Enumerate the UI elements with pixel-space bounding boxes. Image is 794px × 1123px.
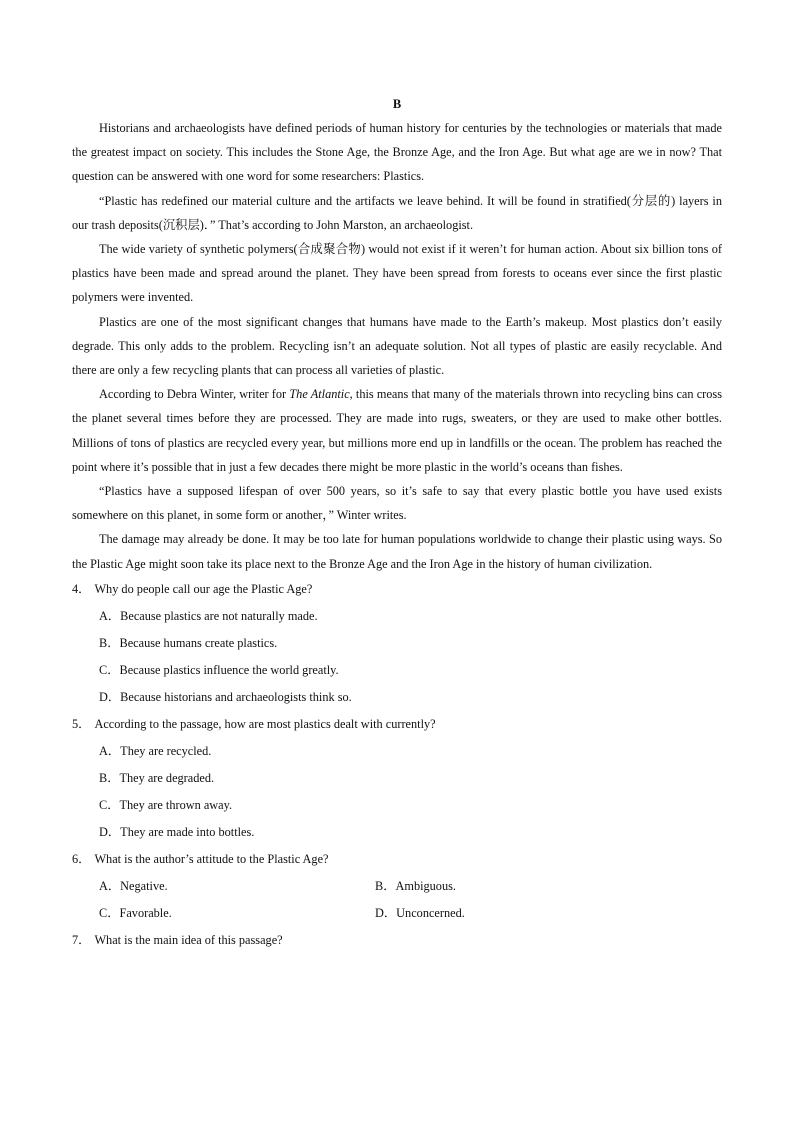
option-c[interactable]: C．Favorable.: [99, 905, 172, 920]
option-d[interactable]: D．Because historians and archaeologists think so.: [99, 689, 352, 704]
option-b[interactable]: B．Ambiguous.: [375, 878, 456, 893]
paragraph-5: [72, 382, 722, 479]
question-number: 6．: [72, 851, 91, 866]
document-page: [72, 92, 722, 954]
question-text: What is the author’s attitude to the Plastic Age?: [94, 851, 329, 866]
question-4-stem: [72, 576, 722, 603]
question-6-stem: [72, 846, 722, 873]
option-d[interactable]: D．They are made into bottles.: [99, 824, 255, 839]
question-6: [72, 846, 722, 927]
question-7-stem: [72, 927, 722, 954]
option-b[interactable]: B．Because humans create plastics.: [99, 635, 278, 650]
question-4: [72, 576, 722, 711]
section-heading: B: [392, 97, 402, 111]
question-4-options: [72, 603, 722, 711]
option-a[interactable]: A．They are recycled.: [99, 743, 212, 758]
paragraph-1: Historians and archaeologists have defined periods of human history for centuries by the technologies or materials that made the greatest impact on society. This includes the Stone Age, the Bronze Age, and the Iron Age. But what age are we in now? That question can be answered with one word for some researchers: Plastics.: [72, 121, 722, 184]
question-5-options: [72, 738, 722, 846]
question-7: [72, 927, 722, 954]
option-row: [72, 873, 722, 900]
option-d[interactable]: D．Unconcerned.: [375, 905, 465, 920]
reading-passage: [72, 116, 722, 576]
option-b[interactable]: B．They are degraded.: [99, 770, 215, 785]
question-number: 7．: [72, 932, 91, 947]
paragraph-4: Plastics are one of the most significant changes that humans have made to the Earth’s makeup. Most plastics don’t easily degrade. This only adds to the problem. Recycling isn’t an adequate solution. Not all types of plastic are easily recyclable. And there are only a few recycling plants that can process all varieties of plastic.: [72, 314, 722, 378]
option-c[interactable]: C．Because plastics influence the world greatly.: [99, 662, 339, 677]
paragraph-3: The wide variety of synthetic polymers(合成聚合物) would not exist if it weren’t for human action. About six billion tons of plastics have been made and spread around the planet. They have been spread from forests to oceans ever since the first plastic polymers were invented.: [72, 242, 722, 305]
publication-title: The Atlantic,: [289, 387, 353, 402]
option-c[interactable]: C．They are thrown away.: [99, 797, 233, 812]
question-6-options: [72, 873, 722, 927]
paragraph-2: “Plastic has redefined our material culture and the artifacts we leave behind. It will be found in stratified(分层的) layers in our trash deposits(沉积层)．” That’s according to John Marston, an archaeologist.: [72, 193, 722, 232]
question-text: According to the passage, how are most plastics dealt with currently?: [94, 716, 436, 731]
option-row: [72, 900, 722, 927]
question-text: What is the main idea of this passage?: [94, 932, 283, 947]
paragraph-5-text-start: According to Debra Winter, writer for: [99, 387, 290, 402]
paragraph-5-text-end: this means that many of the materials thrown into recycling bins can cross the planet several times before they are processed. They are made into rugs, sweaters, or they are used to make other bottles. Millions of tons of plastics are recycled every year, but millions more end up in landfills or the ocean. The problem has reached the point where it’s possible that in just a few decades there might be more plastic in the world’s oceans than fishes.: [72, 387, 722, 474]
question-text: Why do people call our age the Plastic Age?: [94, 581, 313, 596]
option-a[interactable]: A．Negative.: [99, 878, 168, 893]
question-5: [72, 711, 722, 846]
option-a[interactable]: A．Because plastics are not naturally made.: [99, 608, 318, 623]
question-number: 5．: [72, 716, 91, 731]
paragraph-6: “Plastics have a supposed lifespan of over 500 years, so it’s safe to say that every plastic bottle you have used exists somewhere on this planet, in some form or another，” Winter writes.: [72, 484, 722, 523]
paragraph-7: The damage may already be done. It may be too late for human populations worldwide to change their plastic using ways. So the Plastic Age might soon take its place next to the Bronze Age and the Iron Age in the history of human civilization.: [72, 532, 722, 571]
question-number: 4．: [72, 581, 91, 596]
question-5-stem: [72, 711, 722, 738]
